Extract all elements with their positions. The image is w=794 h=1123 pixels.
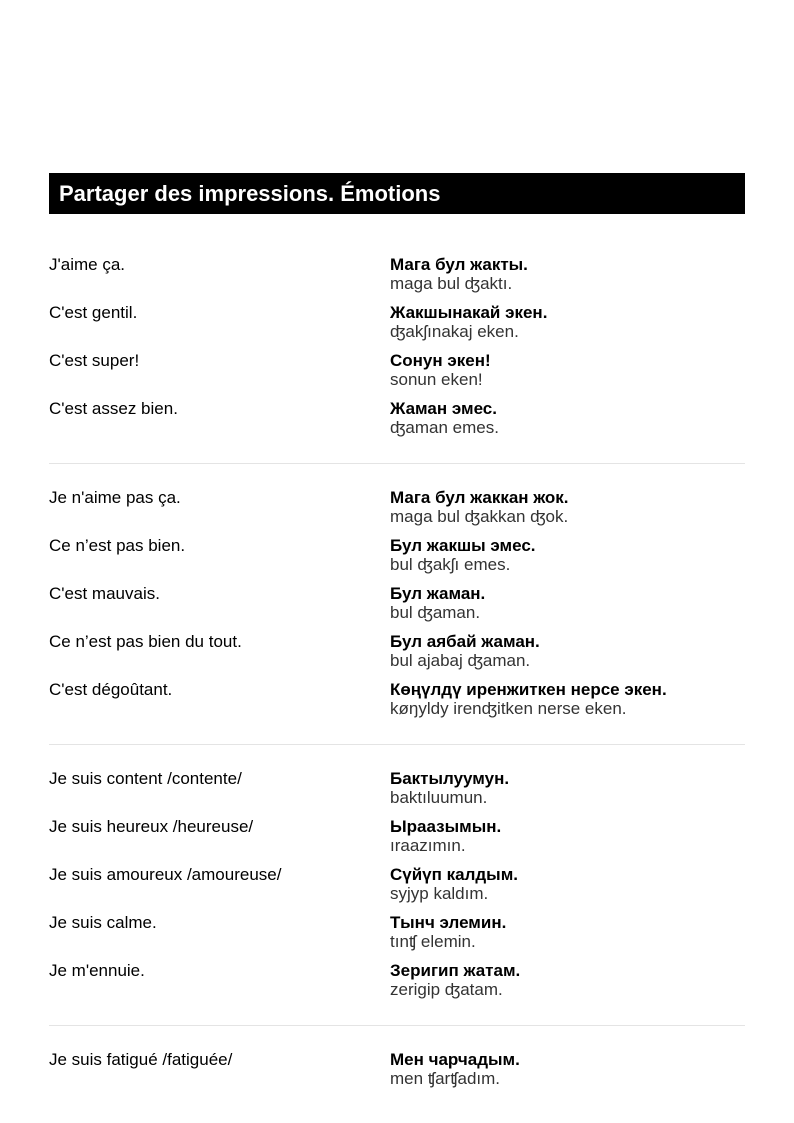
french-phrase: C'est mauvais. <box>49 584 160 603</box>
kyrgyz-phrase: Мага бул жаккан жок. <box>390 488 569 507</box>
phrase-row <box>49 536 745 584</box>
transliteration: bul ʤakʃı emes. <box>390 555 511 574</box>
transliteration: bul ajabaj ʤaman. <box>390 651 531 670</box>
kyrgyz-translation <box>390 351 745 399</box>
kyrgyz-phrase: Мага бул жакты. <box>390 255 528 274</box>
phrase-row <box>49 961 745 1009</box>
kyrgyz-translation <box>390 255 745 303</box>
kyrgyz-translation <box>390 632 745 680</box>
kyrgyz-translation <box>390 769 745 817</box>
kyrgyz-phrase: Сонун экен! <box>390 351 491 370</box>
french-phrase: Je suis amoureux /amoureuse/ <box>49 865 282 884</box>
phrase-groups <box>49 255 745 1114</box>
kyrgyz-phrase: Зеригип жатам. <box>390 961 521 980</box>
phrase-row <box>49 1050 745 1098</box>
phrase-group <box>49 1025 745 1114</box>
phrase-row <box>49 584 745 632</box>
phrase-row <box>49 303 745 351</box>
phrase-row <box>49 913 745 961</box>
transliteration: ʤaman emes. <box>390 418 499 437</box>
french-phrase: J'aime ça. <box>49 255 125 274</box>
transliteration: syjyp kaldım. <box>390 884 489 903</box>
transliteration: køŋyldy irenʤitken nerse eken. <box>390 699 627 718</box>
phrasebook-page <box>49 173 745 1114</box>
transliteration: zerigip ʤatam. <box>390 980 503 999</box>
kyrgyz-translation <box>390 817 745 865</box>
kyrgyz-translation <box>390 913 745 961</box>
kyrgyz-translation <box>390 488 745 536</box>
french-phrase: Je suis content /contente/ <box>49 769 242 788</box>
phrase-group <box>49 255 745 463</box>
kyrgyz-translation <box>390 865 745 913</box>
transliteration: maga bul ʤakkan ʤok. <box>390 507 569 526</box>
french-phrase: Je suis heureux /heureuse/ <box>49 817 254 836</box>
transliteration: tınʧ elemin. <box>390 932 476 951</box>
kyrgyz-phrase: Бактылуумун. <box>390 769 510 788</box>
transliteration: sonun eken! <box>390 370 483 389</box>
kyrgyz-phrase: Мен чарчадым. <box>390 1050 520 1069</box>
phrase-row <box>49 488 745 536</box>
section-title: Partager des impressions. Émotions <box>59 180 441 206</box>
phrase-group <box>49 744 745 1025</box>
kyrgyz-phrase: Бул жакшы эмес. <box>390 536 536 555</box>
french-phrase: C'est dégoûtant. <box>49 680 173 699</box>
transliteration: baktıluumun. <box>390 788 488 807</box>
french-phrase: Je n'aime pas ça. <box>49 488 181 507</box>
kyrgyz-phrase: Көңүлдү иренжиткен нерсе экен. <box>390 680 667 699</box>
kyrgyz-translation <box>390 1050 745 1098</box>
section-title-bar <box>49 173 745 214</box>
phrase-row <box>49 817 745 865</box>
kyrgyz-translation <box>390 399 745 447</box>
transliteration: men ʧarʧadım. <box>390 1069 501 1088</box>
transliteration: ıraazımın. <box>390 836 466 855</box>
kyrgyz-phrase: Ыраазымын. <box>390 817 502 836</box>
kyrgyz-phrase: Жакшынакай экен. <box>390 303 548 322</box>
french-phrase: C'est super! <box>49 351 140 370</box>
phrase-row <box>49 351 745 399</box>
phrase-row <box>49 255 745 303</box>
kyrgyz-translation <box>390 680 745 728</box>
transliteration: ʤakʃınakaj eken. <box>390 322 519 341</box>
phrase-row <box>49 865 745 913</box>
transliteration: maga bul ʤaktı. <box>390 274 513 293</box>
french-phrase: Je m'ennuie. <box>49 961 145 980</box>
kyrgyz-phrase: Сүйүп калдым. <box>390 865 518 884</box>
phrase-row <box>49 769 745 817</box>
kyrgyz-phrase: Жаман эмес. <box>390 399 497 418</box>
transliteration: bul ʤaman. <box>390 603 481 622</box>
kyrgyz-phrase: Тынч элемин. <box>390 913 507 932</box>
kyrgyz-translation <box>390 961 745 1009</box>
french-phrase: Ce n’est pas bien du tout. <box>49 632 242 651</box>
kyrgyz-translation <box>390 536 745 584</box>
french-phrase: Je suis calme. <box>49 913 157 932</box>
french-phrase: C'est assez bien. <box>49 399 178 418</box>
phrase-group <box>49 463 745 744</box>
kyrgyz-phrase: Бул жаман. <box>390 584 486 603</box>
french-phrase: C'est gentil. <box>49 303 138 322</box>
french-phrase: Ce n’est pas bien. <box>49 536 186 555</box>
french-phrase: Je suis fatigué /fatiguée/ <box>49 1050 233 1069</box>
phrase-row <box>49 680 745 728</box>
kyrgyz-translation <box>390 303 745 351</box>
kyrgyz-phrase: Бул аябай жаман. <box>390 632 540 651</box>
phrase-row <box>49 632 745 680</box>
phrase-row <box>49 399 745 447</box>
kyrgyz-translation <box>390 584 745 632</box>
